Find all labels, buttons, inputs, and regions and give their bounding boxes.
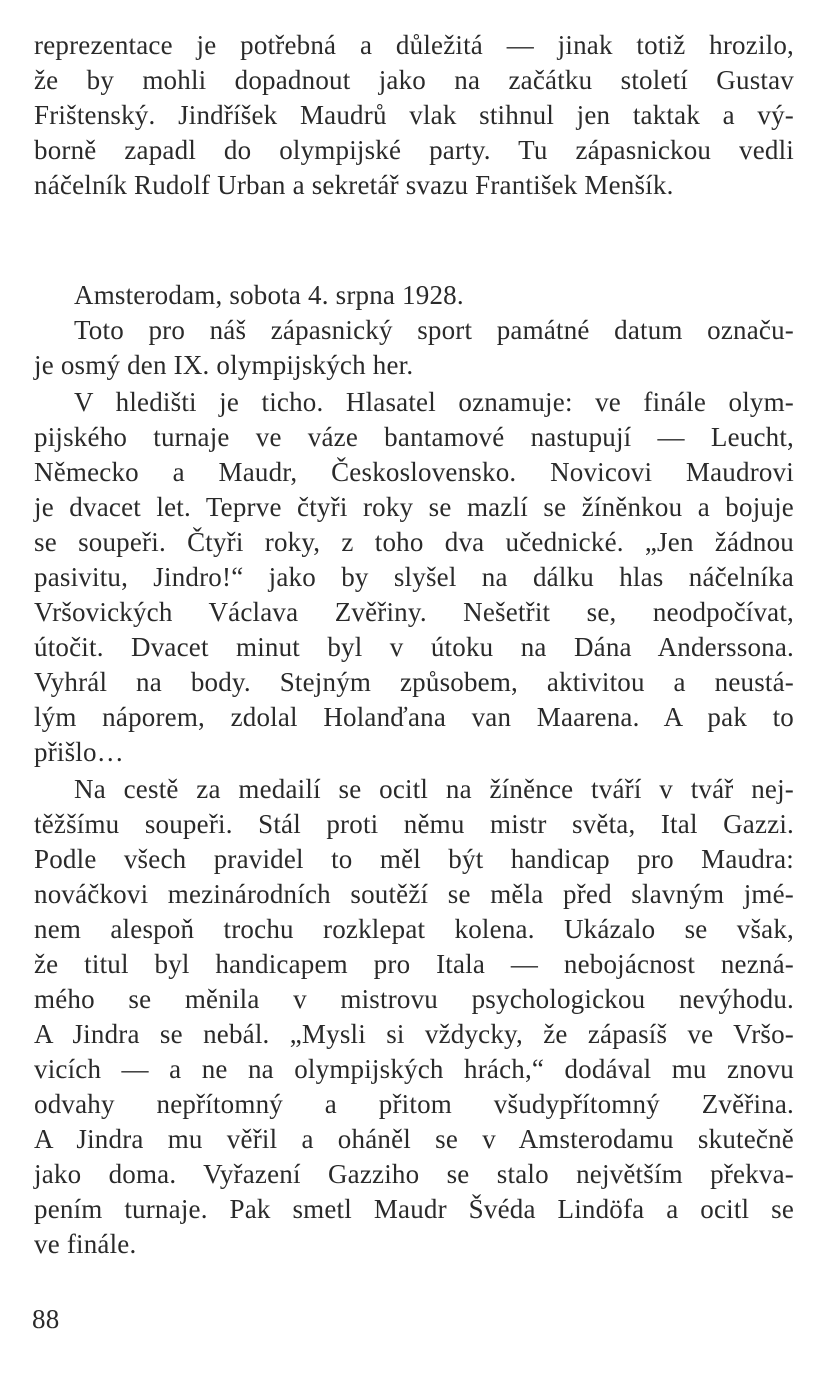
text-line: reprezentace je potřebná a důležitá — jinak totiž hrozilo, xyxy=(34,30,794,60)
text-line: že by mohli dopadnout jako na začátku století Gustav xyxy=(34,65,794,95)
text-line: Toto pro náš zápasnický sport památné datum označu- xyxy=(74,315,794,345)
text-line: nem alespoň trochu rozklepat kolena. Ukázalo se však, xyxy=(34,914,794,944)
text-line: útočit. Dvacet minut byl v útoku na Dána Anderssona. xyxy=(34,632,794,662)
text-line: odvahy nepřítomný a přitom všudypřítomný Zvěřina. xyxy=(34,1089,794,1119)
text-line: se soupeři. Čtyři roky, z toho dva učednické. „Jen žádnou xyxy=(34,527,794,557)
text-line: je osmý den IX. olympijských her. xyxy=(34,350,414,380)
text-line: vicích — a ne na olympijských hrách,“ dodával mu znovu xyxy=(34,1054,794,1084)
text-line: jako doma. Vyřazení Gazziho se stalo největším překva- xyxy=(34,1159,794,1189)
text-line: je dvacet let. Teprve čtyři roky se mazlí se žíněnkou a bojuje xyxy=(34,492,794,522)
text-line: Na cestě za medailí se ocitl na žíněnce tváří v tvář nej- xyxy=(74,774,794,804)
text-line: Podle všech pravidel to měl být handicap pro Maudra: xyxy=(34,844,794,874)
text-line: nováčkovi mezinárodních soutěží se měla před slavným jmé- xyxy=(34,879,794,909)
dateline: Amsterodam, sobota 4. srpna 1928. xyxy=(74,280,464,310)
text-line: ve finále. xyxy=(34,1229,137,1259)
text-line: náčelník Rudolf Urban a sekretář svazu František Menšík. xyxy=(34,170,674,200)
text-line: Frištenský. Jindříšek Maudrů vlak stihnul jen taktak a vý- xyxy=(34,100,794,130)
text-line: V hledišti je ticho. Hlasatel oznamuje: ve finále olym- xyxy=(74,387,794,417)
text-line: pením turnaje. Pak smetl Maudr Švéda Lindöfa a ocitl se xyxy=(34,1194,794,1224)
text-line: Německo a Maudr, Československo. Novicovi Maudrovi xyxy=(34,457,794,487)
text-line: mého se měnila v mistrovu psychologickou nevýhodu. xyxy=(34,984,794,1014)
text-line: lým náporem, zdolal Holanďana van Maarena. A pak to xyxy=(34,702,794,732)
text-line: těžšímu soupeři. Stál proti němu mistr světa, Ital Gazzi. xyxy=(34,809,794,839)
text-line: Vyhrál na body. Stejným způsobem, aktivitou a neustá- xyxy=(34,667,794,697)
text-line: pijského turnaje ve váze bantamové nastupují — Leucht, xyxy=(34,422,794,452)
page-number: 88 xyxy=(32,1304,60,1334)
text-line: přišlo… xyxy=(34,737,124,767)
text-line: Vršovických Václava Zvěřiny. Nešetřit se, neodpočívat, xyxy=(34,597,794,627)
text-line: A Jindra se nebál. „Mysli si vždycky, že zápasíš ve Vršo- xyxy=(34,1019,794,1049)
text-line: pasivitu, Jindro!“ jako by slyšel na dálku hlas náčelníka xyxy=(34,562,794,592)
text-line: že titul byl handicapem pro Itala — nebojácnost nezná- xyxy=(34,949,794,979)
text-line: borně zapadl do olympijské party. Tu zápasnickou vedli xyxy=(34,135,794,165)
text-line: A Jindra mu věřil a oháněl se v Amsterodamu skutečně xyxy=(34,1124,794,1154)
